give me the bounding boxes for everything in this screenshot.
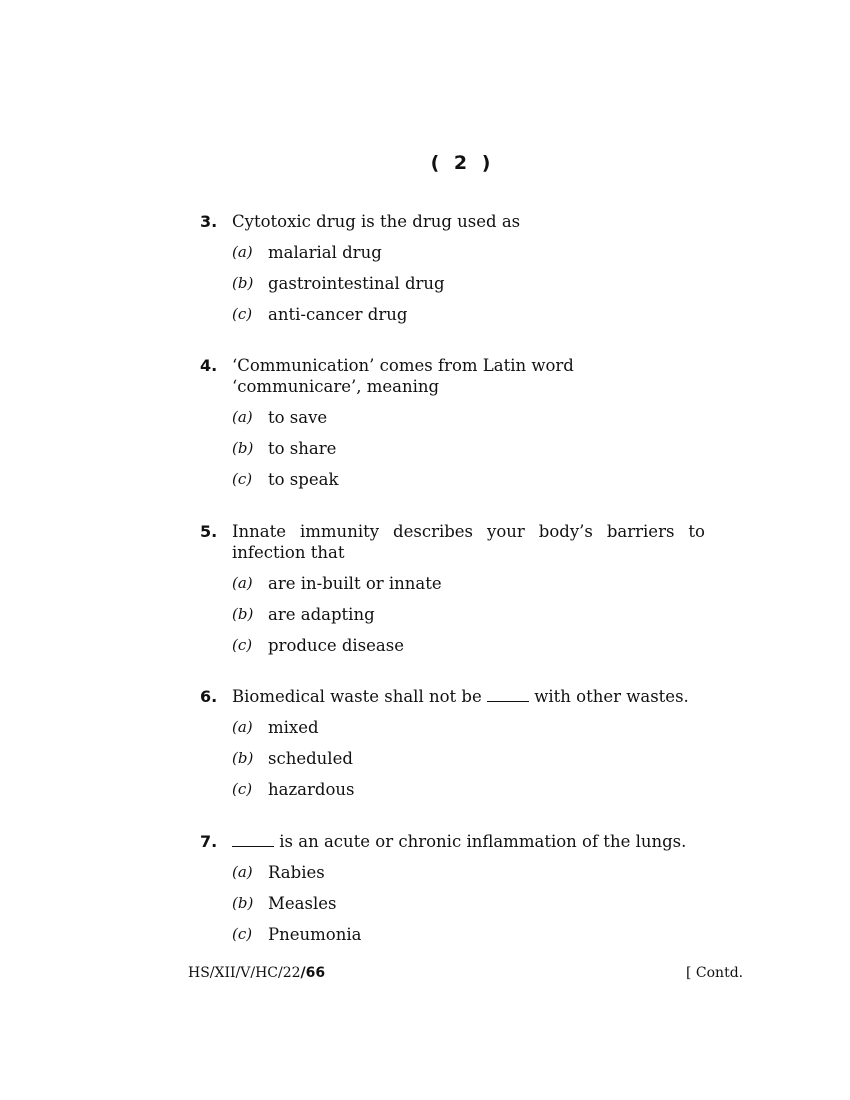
stem-after-blank: is an acute or chronic inflammation of the lungs.	[279, 832, 687, 851]
option-text: to save	[268, 408, 328, 427]
option-a	[232, 862, 705, 883]
continued-marker: [ Contd.	[686, 965, 744, 981]
option-label: (c)	[232, 636, 253, 654]
paper-code-prefix: HS/XII/V/HC/22	[188, 965, 301, 981]
option-text: anti-cancer drug	[268, 305, 408, 324]
option-b	[232, 604, 705, 625]
option-b	[232, 273, 705, 294]
option-b	[232, 438, 705, 459]
option-text: produce disease	[268, 636, 404, 655]
question-number: 7.	[200, 832, 218, 851]
option-text: gastrointestinal drug	[268, 274, 445, 293]
question-stem: ‘Communication’ comes from Latin word ‘communicare’, meaning	[232, 356, 574, 396]
option-label: (b)	[232, 605, 254, 623]
option-label: (c)	[232, 925, 253, 943]
question-3	[200, 211, 705, 325]
option-label: (c)	[232, 305, 253, 323]
option-text: are in-built or innate	[268, 574, 442, 593]
fill-in-blank	[487, 687, 529, 702]
option-c	[232, 924, 705, 945]
option-a	[232, 573, 705, 594]
option-b	[232, 893, 705, 914]
question-number: 5.	[200, 522, 218, 541]
question-7	[200, 831, 705, 945]
option-text: Measles	[268, 894, 337, 913]
question-stem: Innate immunity describes your body’s barriers to infection that	[232, 522, 705, 562]
option-text: Pneumonia	[268, 925, 362, 944]
option-label: (a)	[232, 408, 253, 426]
option-label: (c)	[232, 780, 253, 798]
option-text: Rabies	[268, 863, 325, 882]
option-text: malarial drug	[268, 243, 382, 262]
option-label: (b)	[232, 894, 254, 912]
question-number: 6.	[200, 687, 218, 706]
question-stem	[232, 831, 705, 852]
paper-code-suffix: /66	[300, 965, 326, 981]
option-text: to share	[268, 439, 337, 458]
option-c	[232, 304, 705, 325]
question-number: 4.	[200, 356, 218, 375]
option-label: (b)	[232, 749, 254, 767]
stem-before-blank: Biomedical waste shall not be	[232, 687, 482, 706]
option-label: (b)	[232, 439, 254, 457]
option-c	[232, 779, 705, 800]
paper-code	[188, 965, 325, 981]
question-4	[200, 355, 705, 490]
question-6	[200, 686, 705, 800]
page-number: ( 2 )	[430, 152, 495, 174]
option-label: (a)	[232, 243, 253, 261]
option-b	[232, 748, 705, 769]
option-label: (a)	[232, 718, 253, 736]
option-a	[232, 407, 705, 428]
option-text: mixed	[268, 718, 319, 737]
option-a	[232, 242, 705, 263]
question-stem: Cytotoxic drug is the drug used as	[232, 212, 521, 231]
question-5	[200, 521, 705, 656]
option-label: (b)	[232, 274, 254, 292]
option-label: (a)	[232, 863, 253, 881]
option-c	[232, 635, 705, 656]
option-c	[232, 469, 705, 490]
stem-after-blank: with other wastes.	[534, 687, 689, 706]
fill-in-blank	[232, 832, 274, 847]
question-number: 3.	[200, 212, 218, 231]
question-stem	[232, 686, 705, 707]
option-text: are adapting	[268, 605, 375, 624]
option-text: scheduled	[268, 749, 353, 768]
option-a	[232, 717, 705, 738]
option-text: to speak	[268, 470, 339, 489]
option-label: (a)	[232, 574, 253, 592]
option-text: hazardous	[268, 780, 355, 799]
option-label: (c)	[232, 470, 253, 488]
